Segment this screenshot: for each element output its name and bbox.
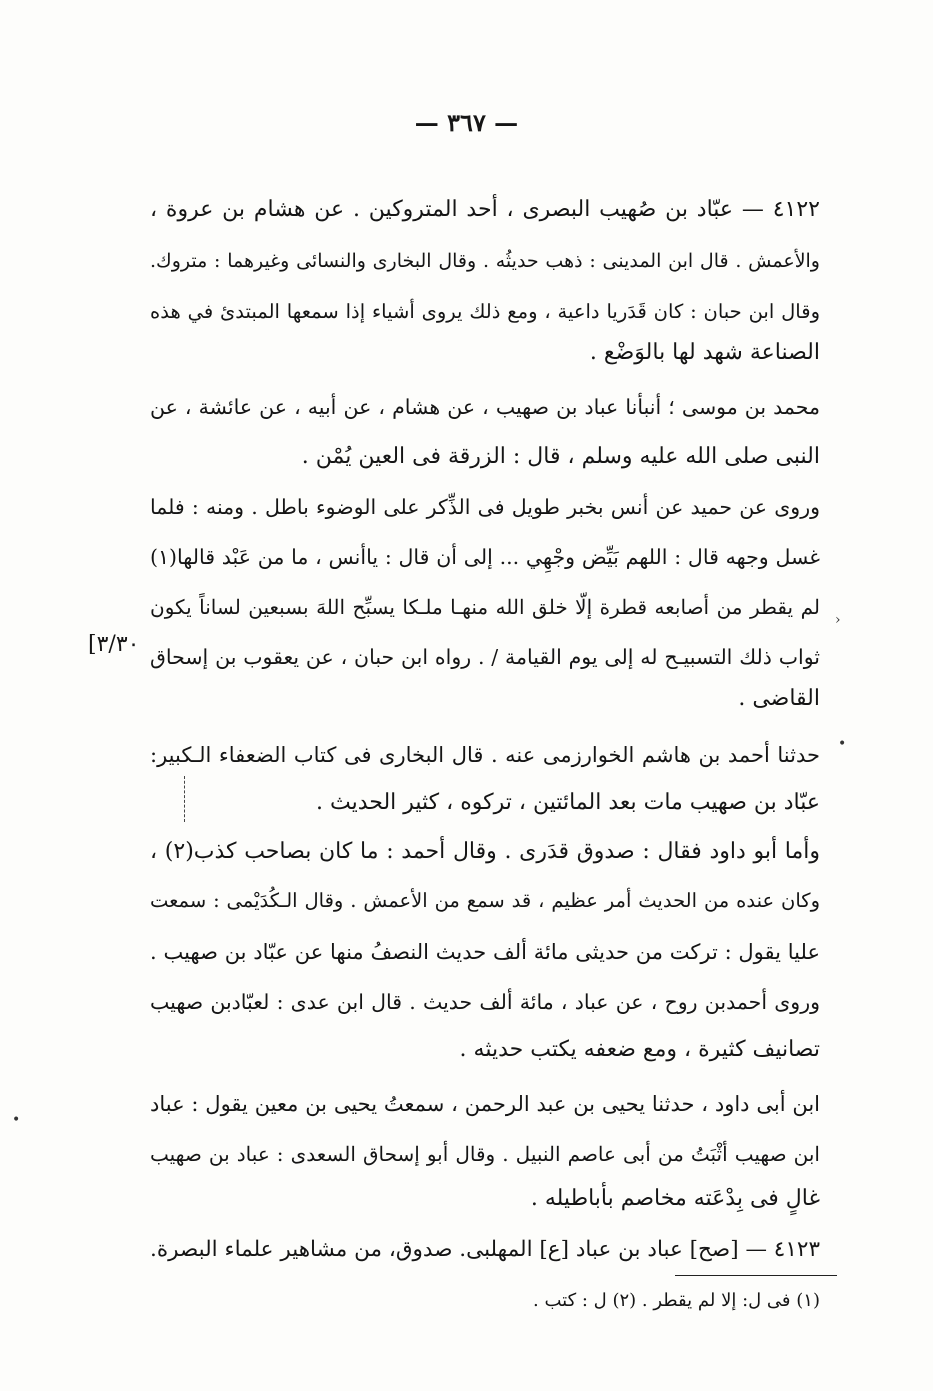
text-line: عليا يقول : تركت من حديثى مائة ألف حديث النصفُ منها عن عبّاد بن صهيب . <box>150 940 820 964</box>
text-line: محمد بن موسى ؛ أنبأنا عباد بن صهيب ، عن هشام ، عن أبيه ، عن عائشة ، عن <box>150 395 820 419</box>
text-line: عبّاد بن صهيب مات بعد المائتين ، تركوه ، كثير الحديث . <box>316 790 820 815</box>
text-line: وروى أحمدبن روح ، عن عباد ، مائة ألف حديث . قال ابن عدى : لعبّادبن صهيب <box>150 990 820 1014</box>
footnote: (١) فى ل: إلا لم يقطر . (٢) ل : كتب . <box>533 1290 820 1311</box>
text-line: القاضى . <box>738 686 820 711</box>
text-line: ابن صهيب أثْبَتُ من أبى عاصم النبيل . وقال أبو إسحاق السعدى : عباد بن صهيب <box>150 1142 820 1166</box>
text-line: ٤١٢٢ — عبّاد بن صُهيب البصرى ، أحد المتروكين . عن هشام بن عروة ، <box>150 197 820 222</box>
margin-dot: › <box>835 612 841 628</box>
margin-mark <box>184 776 185 822</box>
text-line: ثواب ذلك التسبيـح له إلى يوم القيامة / . رواه ابن حبان ، عن يعقوب بن إسحاق <box>150 645 820 669</box>
margin-reference: [٣/٣٠ <box>88 632 140 657</box>
text-line: غسل وجهه قال : اللهم بَيِّض وجْهِي ... إلى أن قال : ياأنس ، ما من عَبْد قالها(١) <box>150 545 820 569</box>
text-line: ٤١٢٣ — [صح] عباد بن عباد [ع] المهلبى. صدوق، من مشاهير علماء البصرة. <box>150 1237 820 1262</box>
text-line: والأعمش . قال ابن المدينى : ذهب حديثُه . وقال البخارى والنسائى وغيرهما : متروك. <box>150 250 820 272</box>
text-line: لم يقطر من أصابعه قطرة إلّا خلق الله منهـا ملـكا يسبِّح اللهَ بسبعين لساناً يكون <box>150 595 820 619</box>
footnote-rule <box>675 1275 837 1276</box>
text-line: النبى صلى الله عليه وسلم ، قال : الزرقة فى العين يُمْن . <box>301 444 820 469</box>
text-line: الصناعة شهد لها بالوَضْع . <box>589 340 820 365</box>
margin-dot: • <box>838 736 847 752</box>
page-number: — ٣٦٧ — <box>414 108 519 137</box>
margin-dot: • <box>12 1112 21 1128</box>
text-line: غالٍ فى بِدْعَته مخاصم بأباطيله . <box>530 1186 820 1211</box>
text-line: وقال ابن حبان : كان قَدَريا داعية ، ومع ذلك يروى أشياء إذا سمعها المبتدئ في هذه <box>150 300 820 323</box>
text-line: وروى عن حميد عن أنس بخبر طويل فى الذِّكر على الوضوء باطل . ومنه : فلما <box>150 495 820 519</box>
text-line: ابن أبى داود ، حدثنا يحيى بن عبد الرحمن ، سمعتُ يحيى بن معين يقول : عباد <box>150 1092 820 1116</box>
text-line: حدثنا أحمد بن هاشم الخوارزمى عنه . قال البخارى فى كتاب الضعفاء الـكبير: <box>150 743 820 767</box>
text-line: وكان عنده من الحديث أمر عظيم ، قد سمع من الأعمش . وقال الـكُدَيْمى : سمعت <box>150 889 820 912</box>
text-line: وأما أبو داود فقال : صدوق قدَرى . وقال أحمد : ما كان بصاحب كذب(٢) ، <box>150 839 820 864</box>
text-line: تصانيف كثيرة ، ومع ضعفه يكتب حديثه . <box>459 1037 820 1062</box>
